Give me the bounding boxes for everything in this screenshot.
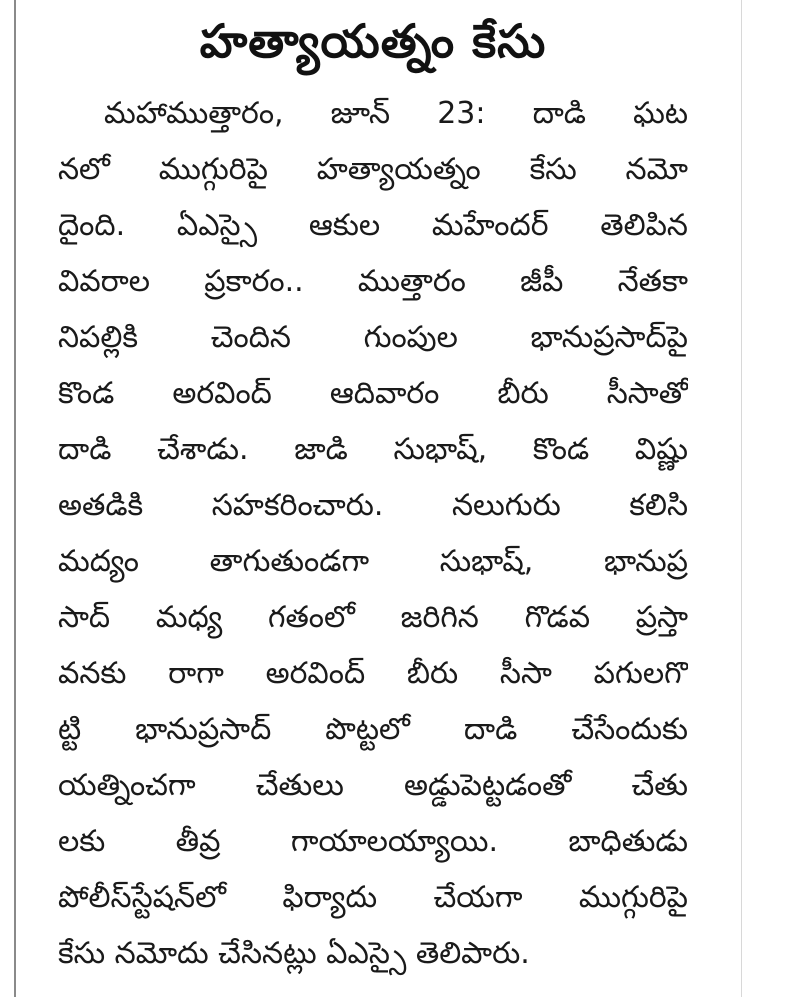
article-line-2: నలో ముగ్గురిపై హత్యాయత్నం కేసు నమో [58,152,688,187]
article-line-6: కొండ అరవింద్ ఆదివారం బీరు సీసాతో [58,376,688,411]
column-divider-line [14,0,16,997]
article-body [58,86,688,982]
article-line-7: దాడి చేశాడు. జాడి సుభాష్, కొండ విష్ణు [58,432,688,467]
article-line-3: దైంది. ఏఎస్సై ఆకుల మహేందర్ తెలిపిన [58,208,688,243]
article-line-11: వనకు రాగా అరవింద్ బీరు సీసా పగులగొ [58,656,688,691]
article-line-8: అతడికి సహకరించారు. నలుగురు కలిసి [58,488,688,523]
page-margin [741,0,800,997]
article-line-1: మహాముత్తారం, జూన్ 23: దాడి ఘట [104,96,688,131]
article-line-4: వివరాల ప్రకారం.. ముత్తారం జీపీ నేతకా [58,264,688,299]
article-line-12: ట్టి భానుప్రసాద్ పొట్టలో దాడి చేసేందుకు [58,712,688,747]
article-line-13: యత్నించగా చేతులు అడ్డుపెట్టడంతో చేతు [58,768,688,803]
article-line-5: నిపల్లికి చెందిన గుంపుల భానుప్రసాద్‌పై [58,320,688,355]
article-line-15: పోలీస్‌స్టేషన్‌లో ఫిర్యాదు చేయగా ముగ్గురిపై [58,880,688,915]
article-line-14: లకు తీవ్ర గాయాలయ్యాయి. బాధితుడు [58,824,688,859]
article-headline: హత్యాయత్నం కేసు [199,14,547,68]
article-line-10: సాద్ మధ్య గతంలో జరిగిన గొడవ ప్రస్తా [58,600,688,635]
article-line-9: మద్యం తాగుతుండగా సుభాష్, భానుప్ర [58,544,688,579]
news-article [58,0,688,997]
article-line-16: కేసు నమోదు చేసినట్లు ఏఎస్సై తెలిపారు. [58,936,530,971]
